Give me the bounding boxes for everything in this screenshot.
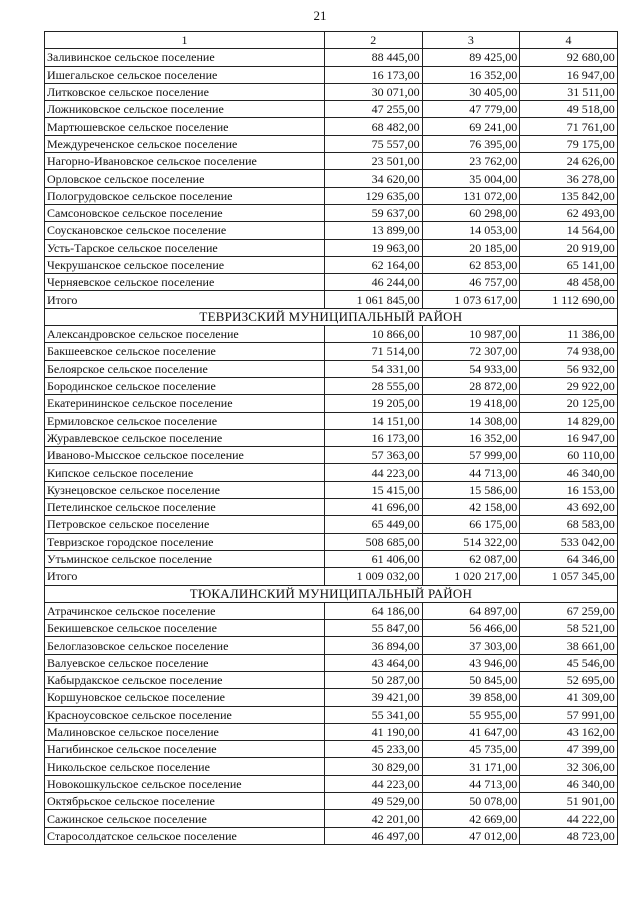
table-row xyxy=(45,827,618,844)
value-col-2: 44 223,00 xyxy=(325,464,423,481)
value-col-4: 67 259,00 xyxy=(520,602,618,619)
value-col-2: 30 071,00 xyxy=(325,83,423,100)
value-col-2: 47 255,00 xyxy=(325,101,423,118)
settlement-name: Итого xyxy=(45,291,325,308)
value-col-4: 52 695,00 xyxy=(520,671,618,688)
district-heading-row xyxy=(45,308,618,325)
settlement-name: Новокошкульское сельское поселение xyxy=(45,775,325,792)
value-col-3: 60 298,00 xyxy=(422,204,520,221)
value-col-3: 89 425,00 xyxy=(422,49,520,66)
value-col-4: 16 947,00 xyxy=(520,66,618,83)
value-col-3: 46 757,00 xyxy=(422,274,520,291)
value-col-3: 66 175,00 xyxy=(422,516,520,533)
table-row xyxy=(45,499,618,516)
value-col-3: 35 004,00 xyxy=(422,170,520,187)
settlement-name: Иваново-Мысское сельское поселение xyxy=(45,447,325,464)
value-col-3: 50 845,00 xyxy=(422,671,520,688)
settlement-name: Кузнецовское сельское поселение xyxy=(45,481,325,498)
value-col-2: 50 287,00 xyxy=(325,671,423,688)
value-col-3: 54 933,00 xyxy=(422,360,520,377)
value-col-4: 47 399,00 xyxy=(520,741,618,758)
table-row xyxy=(45,793,618,810)
value-col-2: 59 637,00 xyxy=(325,204,423,221)
value-col-3: 14 308,00 xyxy=(422,412,520,429)
value-col-2: 23 501,00 xyxy=(325,153,423,170)
value-col-2: 71 514,00 xyxy=(325,343,423,360)
settlement-name: Утьминское сельское поселение xyxy=(45,550,325,567)
value-col-2: 41 696,00 xyxy=(325,499,423,516)
value-col-4: 71 761,00 xyxy=(520,118,618,135)
settlement-name: Итого xyxy=(45,568,325,585)
value-col-4: 31 511,00 xyxy=(520,83,618,100)
value-col-4: 135 842,00 xyxy=(520,187,618,204)
value-col-3: 50 078,00 xyxy=(422,793,520,810)
value-col-4: 48 723,00 xyxy=(520,827,618,844)
value-col-2: 75 557,00 xyxy=(325,135,423,152)
value-col-4: 533 042,00 xyxy=(520,533,618,550)
table-row xyxy=(45,101,618,118)
settlement-name: Бакшеевское сельское поселение xyxy=(45,343,325,360)
value-col-2: 36 894,00 xyxy=(325,637,423,654)
settlement-name: Ермиловское сельское поселение xyxy=(45,412,325,429)
value-col-4: 46 340,00 xyxy=(520,775,618,792)
value-col-3: 23 762,00 xyxy=(422,153,520,170)
table-row xyxy=(45,204,618,221)
value-col-2: 30 829,00 xyxy=(325,758,423,775)
value-col-3: 15 586,00 xyxy=(422,481,520,498)
value-col-3: 57 999,00 xyxy=(422,447,520,464)
value-col-3: 43 946,00 xyxy=(422,654,520,671)
value-col-2: 41 190,00 xyxy=(325,723,423,740)
value-col-4: 38 661,00 xyxy=(520,637,618,654)
settlement-name: Орловское сельское поселение xyxy=(45,170,325,187)
settlement-name: Петелинское сельское поселение xyxy=(45,499,325,516)
table-row xyxy=(45,377,618,394)
table-row xyxy=(45,481,618,498)
value-col-3: 28 872,00 xyxy=(422,377,520,394)
value-col-4: 62 493,00 xyxy=(520,204,618,221)
table-row xyxy=(45,66,618,83)
value-col-3: 19 418,00 xyxy=(422,395,520,412)
table-row xyxy=(45,741,618,758)
table-row xyxy=(45,343,618,360)
value-col-4: 43 162,00 xyxy=(520,723,618,740)
settlement-name: Литковское сельское поселение xyxy=(45,83,325,100)
value-col-3: 45 735,00 xyxy=(422,741,520,758)
value-col-3: 37 303,00 xyxy=(422,637,520,654)
value-col-4: 43 692,00 xyxy=(520,499,618,516)
table-row xyxy=(45,602,618,619)
total-row xyxy=(45,568,618,585)
value-col-3: 72 307,00 xyxy=(422,343,520,360)
value-col-2: 61 406,00 xyxy=(325,550,423,567)
value-col-4: 46 340,00 xyxy=(520,464,618,481)
value-col-4: 1 057 345,00 xyxy=(520,568,618,585)
value-col-2: 65 449,00 xyxy=(325,516,423,533)
value-col-4: 51 901,00 xyxy=(520,793,618,810)
value-col-3: 10 987,00 xyxy=(422,326,520,343)
value-col-3: 31 171,00 xyxy=(422,758,520,775)
value-col-2: 43 464,00 xyxy=(325,654,423,671)
settlement-name: Кабырдакское сельское поселение xyxy=(45,671,325,688)
settlement-name: Чекрушанское сельское поселение xyxy=(45,256,325,273)
value-col-2: 13 899,00 xyxy=(325,222,423,239)
table-row xyxy=(45,464,618,481)
settlement-name: Петровское сельское поселение xyxy=(45,516,325,533)
table-row xyxy=(45,447,618,464)
value-col-3: 62 853,00 xyxy=(422,256,520,273)
value-col-3: 131 072,00 xyxy=(422,187,520,204)
table-row xyxy=(45,49,618,66)
value-col-2: 88 445,00 xyxy=(325,49,423,66)
table-row xyxy=(45,516,618,533)
value-col-2: 49 529,00 xyxy=(325,793,423,810)
settlement-name: Старосолдатское сельское поселение xyxy=(45,827,325,844)
value-col-4: 74 938,00 xyxy=(520,343,618,360)
value-col-2: 1 061 845,00 xyxy=(325,291,423,308)
value-col-2: 10 866,00 xyxy=(325,326,423,343)
value-col-2: 46 497,00 xyxy=(325,827,423,844)
settlement-name: Никольское сельское поселение xyxy=(45,758,325,775)
value-col-4: 20 919,00 xyxy=(520,239,618,256)
settlement-name: Ложниковское сельское поселение xyxy=(45,101,325,118)
settlement-name: Екатерининское сельское поселение xyxy=(45,395,325,412)
table-row xyxy=(45,775,618,792)
value-col-2: 42 201,00 xyxy=(325,810,423,827)
value-col-3: 62 087,00 xyxy=(422,550,520,567)
table-row xyxy=(45,533,618,550)
settlement-name: Валуевское сельское поселение xyxy=(45,654,325,671)
value-col-4: 57 991,00 xyxy=(520,706,618,723)
value-col-3: 64 897,00 xyxy=(422,602,520,619)
settlement-name: Кипское сельское поселение xyxy=(45,464,325,481)
value-col-3: 42 669,00 xyxy=(422,810,520,827)
column-header: 3 xyxy=(422,32,520,49)
settlement-name: Пологрудовское сельское поселение xyxy=(45,187,325,204)
value-col-4: 11 386,00 xyxy=(520,326,618,343)
value-col-2: 57 363,00 xyxy=(325,447,423,464)
table-row xyxy=(45,360,618,377)
table-row xyxy=(45,239,618,256)
table-row xyxy=(45,758,618,775)
value-col-4: 1 112 690,00 xyxy=(520,291,618,308)
table-row xyxy=(45,256,618,273)
value-col-3: 47 779,00 xyxy=(422,101,520,118)
value-col-3: 16 352,00 xyxy=(422,429,520,446)
value-col-4: 14 564,00 xyxy=(520,222,618,239)
value-col-3: 514 322,00 xyxy=(422,533,520,550)
table-row xyxy=(45,654,618,671)
settlement-name: Коршуновское сельское поселение xyxy=(45,689,325,706)
value-col-4: 49 518,00 xyxy=(520,101,618,118)
district-title: ТЮКАЛИНСКИЙ МУНИЦИПАЛЬНЫЙ РАЙОН xyxy=(45,585,618,602)
value-col-3: 69 241,00 xyxy=(422,118,520,135)
value-col-4: 16 947,00 xyxy=(520,429,618,446)
value-col-3: 42 158,00 xyxy=(422,499,520,516)
table-row xyxy=(45,170,618,187)
value-col-3: 55 955,00 xyxy=(422,706,520,723)
value-col-3: 76 395,00 xyxy=(422,135,520,152)
value-col-4: 32 306,00 xyxy=(520,758,618,775)
value-col-2: 16 173,00 xyxy=(325,66,423,83)
table-row xyxy=(45,274,618,291)
value-col-3: 41 647,00 xyxy=(422,723,520,740)
value-col-2: 14 151,00 xyxy=(325,412,423,429)
value-col-3: 30 405,00 xyxy=(422,83,520,100)
value-col-4: 58 521,00 xyxy=(520,620,618,637)
settlement-name: Красноусовское сельское поселение xyxy=(45,706,325,723)
value-col-4: 41 309,00 xyxy=(520,689,618,706)
value-col-4: 29 922,00 xyxy=(520,377,618,394)
value-col-2: 508 685,00 xyxy=(325,533,423,550)
table-row xyxy=(45,118,618,135)
settlement-name: Мартюшевское сельское поселение xyxy=(45,118,325,135)
table-row xyxy=(45,135,618,152)
settlement-name: Междуреченское сельское поселение xyxy=(45,135,325,152)
column-number-row xyxy=(45,32,618,49)
settlement-name: Бекишевское сельское поселение xyxy=(45,620,325,637)
value-col-4: 68 583,00 xyxy=(520,516,618,533)
table-row xyxy=(45,706,618,723)
value-col-4: 45 546,00 xyxy=(520,654,618,671)
value-col-4: 56 932,00 xyxy=(520,360,618,377)
value-col-2: 68 482,00 xyxy=(325,118,423,135)
value-col-3: 1 020 217,00 xyxy=(422,568,520,585)
table-row xyxy=(45,671,618,688)
column-header: 4 xyxy=(520,32,618,49)
value-col-4: 44 222,00 xyxy=(520,810,618,827)
value-col-4: 36 278,00 xyxy=(520,170,618,187)
value-col-4: 92 680,00 xyxy=(520,49,618,66)
settlement-name: Нагорно-Ивановское сельское поселение xyxy=(45,153,325,170)
settlement-name: Самсоновское сельское поселение xyxy=(45,204,325,221)
value-col-2: 55 847,00 xyxy=(325,620,423,637)
table-row xyxy=(45,412,618,429)
table-row xyxy=(45,620,618,637)
column-header: 1 xyxy=(45,32,325,49)
value-col-3: 14 053,00 xyxy=(422,222,520,239)
settlement-name: Журавлевское сельское поселение xyxy=(45,429,325,446)
settlement-name: Заливинское сельское поселение xyxy=(45,49,325,66)
district-title: ТЕВРИЗСКИЙ МУНИЦИПАЛЬНЫЙ РАЙОН xyxy=(45,308,618,325)
value-col-3: 44 713,00 xyxy=(422,775,520,792)
value-col-4: 64 346,00 xyxy=(520,550,618,567)
budget-table xyxy=(44,31,618,845)
value-col-3: 16 352,00 xyxy=(422,66,520,83)
value-col-4: 60 110,00 xyxy=(520,447,618,464)
value-col-2: 28 555,00 xyxy=(325,377,423,394)
settlement-name: Сажинское сельское поселение xyxy=(45,810,325,827)
value-col-2: 1 009 032,00 xyxy=(325,568,423,585)
settlement-name: Нагибинское сельское поселение xyxy=(45,741,325,758)
value-col-2: 46 244,00 xyxy=(325,274,423,291)
settlement-name: Малиновское сельское поселение xyxy=(45,723,325,740)
value-col-2: 19 963,00 xyxy=(325,239,423,256)
value-col-4: 24 626,00 xyxy=(520,153,618,170)
value-col-2: 39 421,00 xyxy=(325,689,423,706)
table-row xyxy=(45,153,618,170)
table-row xyxy=(45,810,618,827)
settlement-name: Атрачинское сельское поселение xyxy=(45,602,325,619)
settlement-name: Соускановское сельское поселение xyxy=(45,222,325,239)
value-col-4: 20 125,00 xyxy=(520,395,618,412)
value-col-2: 55 341,00 xyxy=(325,706,423,723)
settlement-name: Ишегальское сельское поселение xyxy=(45,66,325,83)
district-heading-row xyxy=(45,585,618,602)
table-row xyxy=(45,222,618,239)
value-col-4: 14 829,00 xyxy=(520,412,618,429)
value-col-4: 65 141,00 xyxy=(520,256,618,273)
value-col-2: 44 223,00 xyxy=(325,775,423,792)
value-col-2: 45 233,00 xyxy=(325,741,423,758)
page-number: 21 xyxy=(313,8,327,23)
value-col-2: 62 164,00 xyxy=(325,256,423,273)
settlement-name: Александровское сельское поселение xyxy=(45,326,325,343)
value-col-2: 129 635,00 xyxy=(325,187,423,204)
value-col-3: 47 012,00 xyxy=(422,827,520,844)
value-col-2: 15 415,00 xyxy=(325,481,423,498)
column-header: 2 xyxy=(325,32,423,49)
settlement-name: Бородинское сельское поселение xyxy=(45,377,325,394)
settlement-name: Белоглазовское сельское поселение xyxy=(45,637,325,654)
value-col-2: 64 186,00 xyxy=(325,602,423,619)
value-col-3: 20 185,00 xyxy=(422,239,520,256)
table-row xyxy=(45,689,618,706)
value-col-4: 79 175,00 xyxy=(520,135,618,152)
table-row xyxy=(45,187,618,204)
value-col-3: 56 466,00 xyxy=(422,620,520,637)
settlement-name: Тевризское городское поселение xyxy=(45,533,325,550)
settlement-name: Черняевское сельское поселение xyxy=(45,274,325,291)
value-col-3: 44 713,00 xyxy=(422,464,520,481)
value-col-3: 39 858,00 xyxy=(422,689,520,706)
table-row xyxy=(45,637,618,654)
table-row xyxy=(45,326,618,343)
value-col-4: 48 458,00 xyxy=(520,274,618,291)
table-row xyxy=(45,395,618,412)
settlement-name: Октябрьское сельское поселение xyxy=(45,793,325,810)
table-row xyxy=(45,83,618,100)
table-row xyxy=(45,429,618,446)
value-col-2: 34 620,00 xyxy=(325,170,423,187)
value-col-2: 19 205,00 xyxy=(325,395,423,412)
value-col-4: 16 153,00 xyxy=(520,481,618,498)
total-row xyxy=(45,291,618,308)
settlement-name: Белоярское сельское поселение xyxy=(45,360,325,377)
value-col-3: 1 073 617,00 xyxy=(422,291,520,308)
table-row xyxy=(45,723,618,740)
value-col-2: 54 331,00 xyxy=(325,360,423,377)
value-col-2: 16 173,00 xyxy=(325,429,423,446)
settlement-name: Усть-Тарское сельское поселение xyxy=(45,239,325,256)
table-row xyxy=(45,550,618,567)
